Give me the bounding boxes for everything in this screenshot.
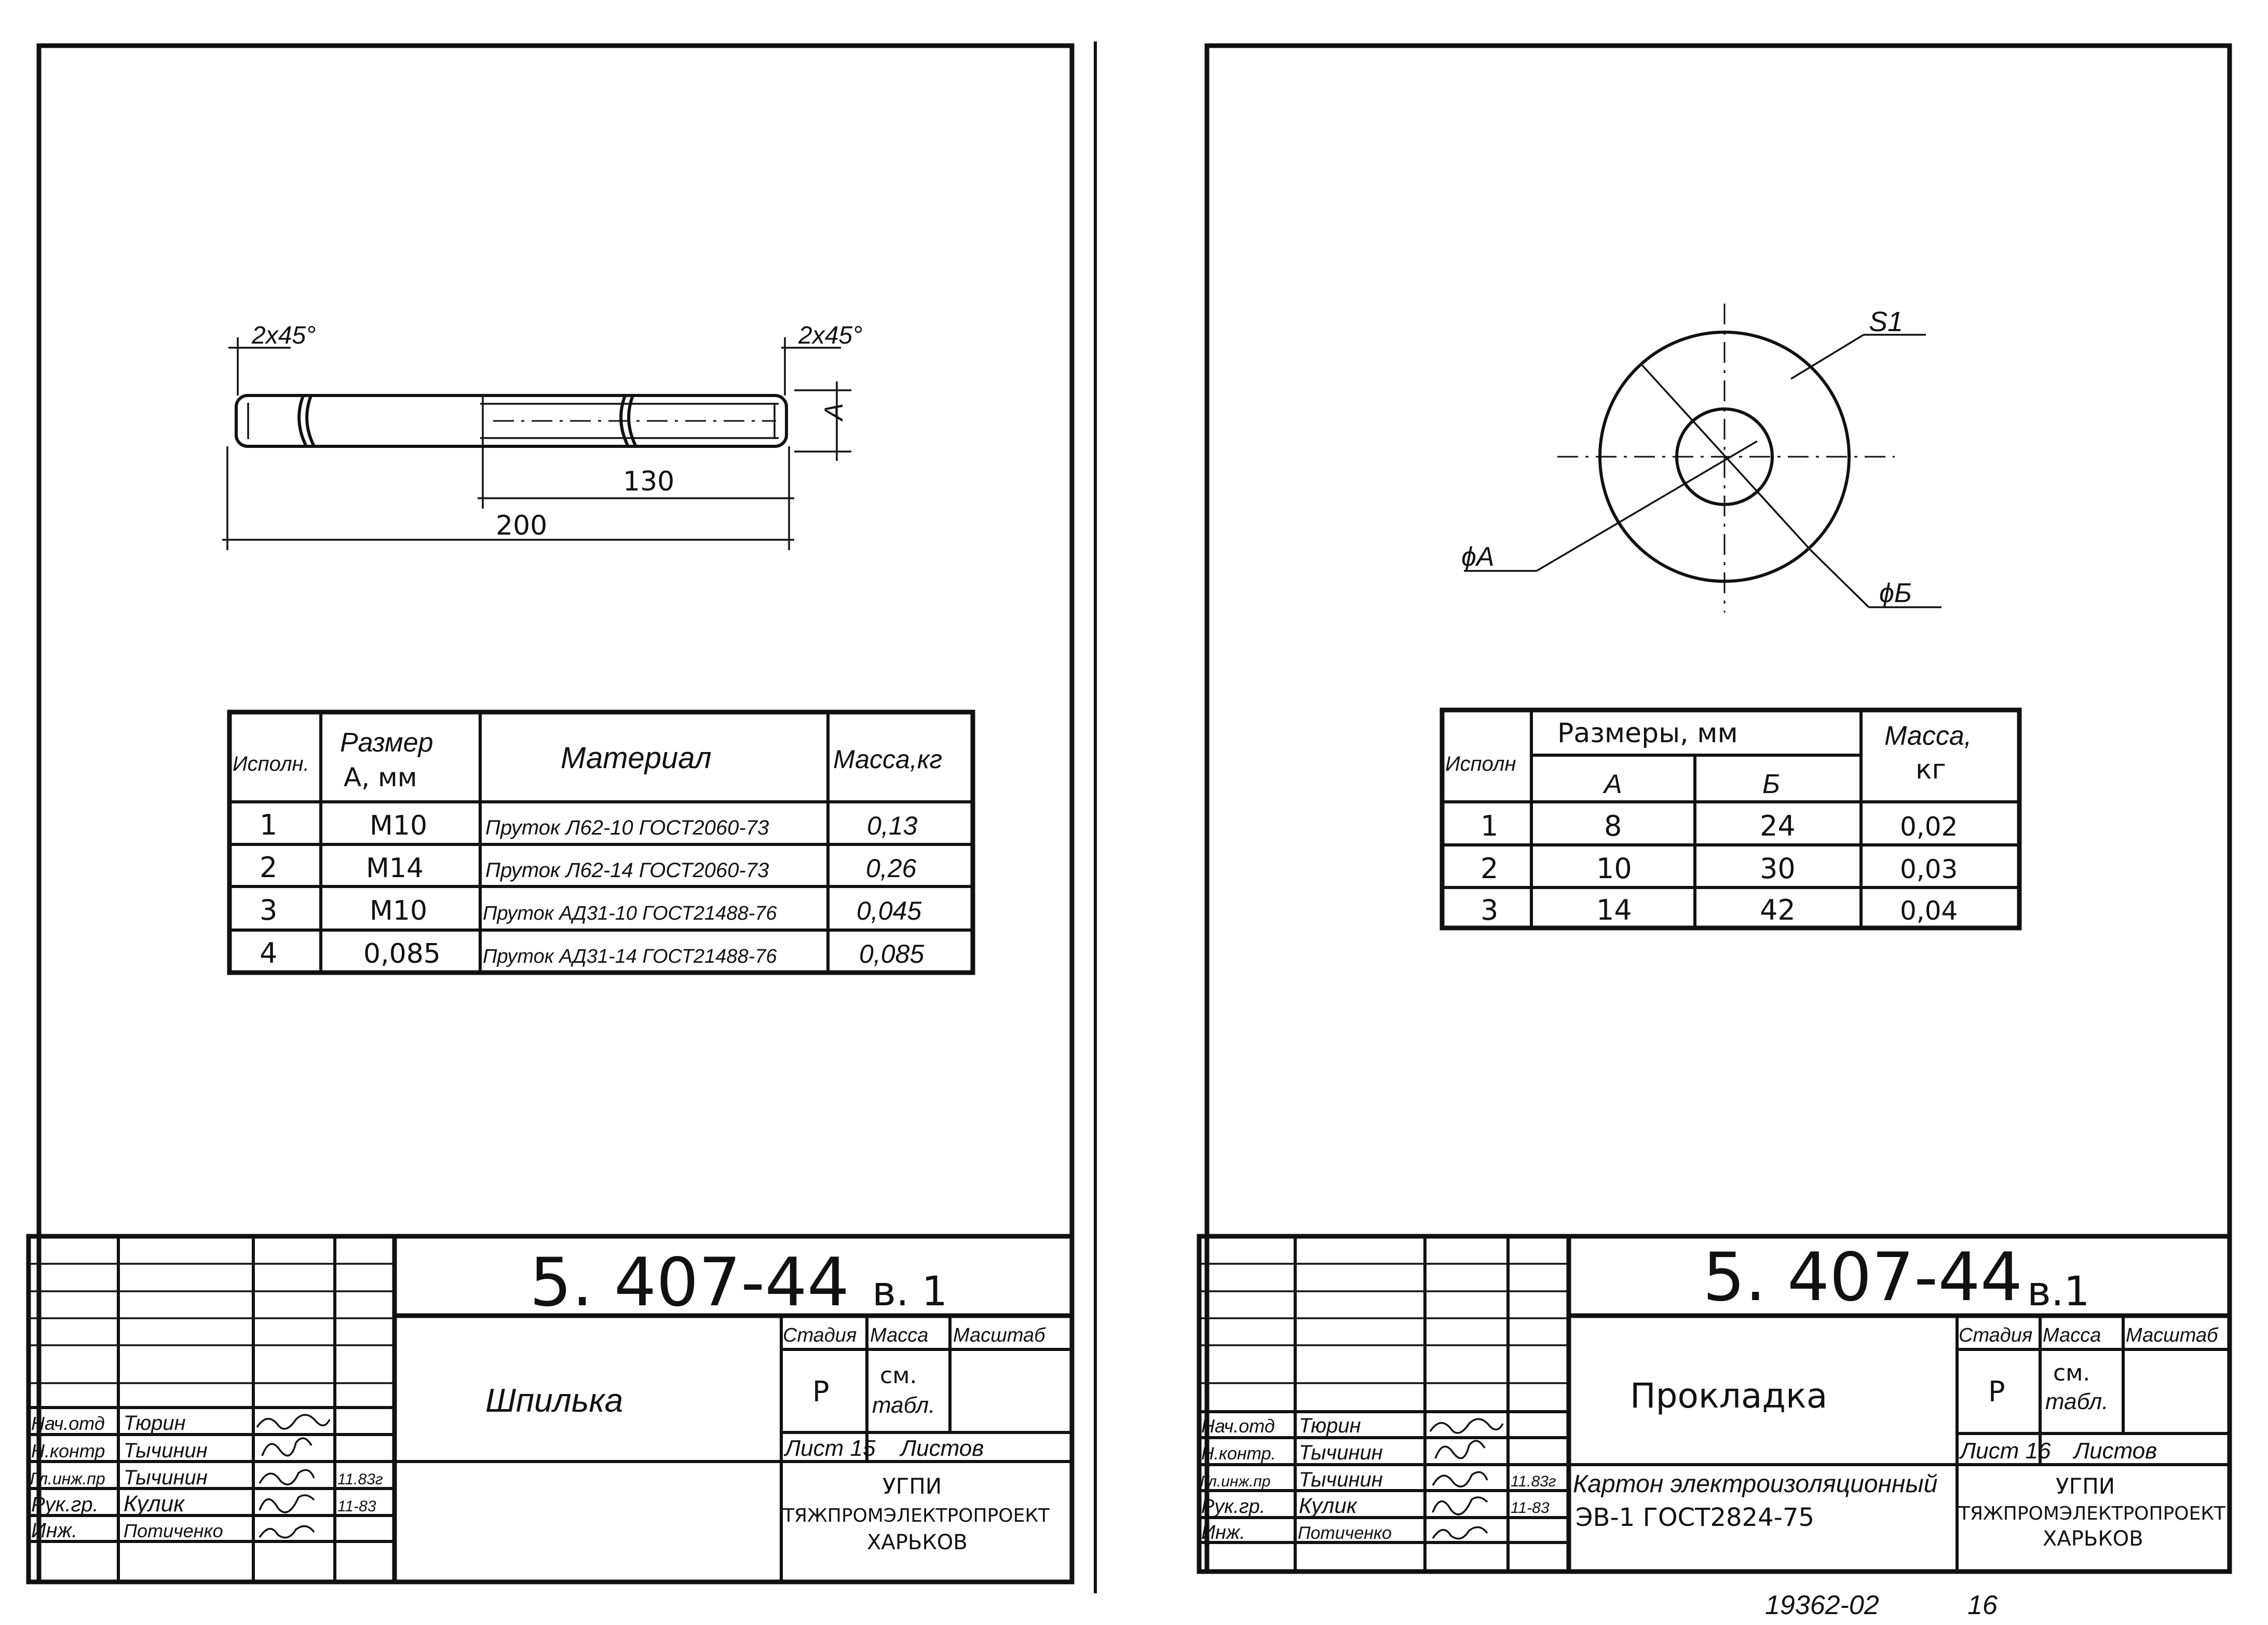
footer-code: 19362-02 [1765,1590,1879,1620]
row4-mass: 0,085 [859,939,925,968]
row3-exec: 3 [260,894,278,926]
thread-length-label: 130 [623,466,675,497]
row2-exec: 2 [1481,852,1499,885]
header-exec: Исполн. [233,753,309,775]
role-3: Гл.инж.пр [1200,1473,1271,1490]
doc-number: 5. 407-44 [1703,1239,2023,1316]
row4-material: Пруток АД31-14 ГОСТ21488-76 [483,946,777,967]
date-3: 11.83г [337,1471,383,1488]
row1-size: М10 [370,810,428,841]
name-5: Потиченко [124,1520,223,1541]
role-1: Нач.отд [31,1413,105,1434]
row2-a: 10 [1596,852,1632,885]
scale-label: Масштаб [953,1324,1045,1346]
row3-b: 42 [1760,894,1796,926]
mass-value-2: табл. [2045,1389,2109,1414]
stage-value: Р [1988,1375,2005,1408]
right-title-block [1199,1236,2230,1572]
material-line-1: Картон электроизоляционный [1573,1470,1938,1498]
right-sheet [1199,46,2230,1620]
scale-label: Масштаб [2126,1324,2218,1346]
thickness-label: S1 [1869,306,1904,337]
name-3: Тычинин [1299,1468,1383,1491]
name-4: Кулик [124,1491,185,1517]
diameter-label: A [819,403,848,420]
name-5: Потиченко [1298,1523,1392,1543]
footer-page: 16 [1967,1590,1998,1620]
row2-size: М14 [366,853,424,884]
row1-material: Пруток Л62-10 ГОСТ2060-73 [485,816,769,839]
name-3: Тычинин [124,1466,208,1489]
mass-label: Масса [2043,1324,2101,1346]
date-4: 11-83 [1511,1499,1550,1517]
doc-issue: в. 1 [872,1268,948,1315]
name-2: Тычинин [124,1439,208,1462]
header-size-unit: А, мм [344,762,417,793]
role-2: Н.контр. [1201,1444,1276,1464]
row3-mass: 0,045 [857,896,922,925]
role-5: Инж. [31,1519,78,1542]
sheet-label: Лист 15 [785,1436,876,1461]
total-length-label: 200 [496,510,548,541]
row1-mass: 0,13 [867,811,918,840]
row3-material: Пруток АД31-10 ГОСТ21488-76 [483,903,777,924]
outer-diameter-label: ϕБ [1879,578,1912,608]
name-1: Тюрин [1299,1414,1361,1437]
role-3: Гл.инж.пр [30,1469,105,1488]
gasket-table [1442,710,2019,928]
role-4: Рук.гр. [1201,1496,1266,1518]
header-sizes: Размеры, мм [1557,718,1738,749]
chamfer-left-label: 2x45° [252,322,316,349]
org-line-1: УГПИ [882,1473,942,1499]
role-2: Н.контр [31,1440,105,1462]
header-size: Размер [340,728,433,758]
chamfer-right-label: 2x45° [798,322,863,349]
name-4: Кулик [1299,1493,1357,1518]
row4-exec: 4 [260,937,278,969]
left-title-block [29,1236,1072,1582]
part-name: Прокладка [1630,1376,1828,1416]
sheets-label: Листов [901,1436,984,1461]
org-line-3: ХАРЬКОВ [867,1531,968,1554]
header-b: Б [1762,769,1780,799]
stud-drawing [222,322,862,550]
role-1: Нач.отд [1201,1415,1275,1437]
row2-b: 30 [1760,852,1796,885]
gasket-drawing [1461,304,1941,612]
row1-mass: 0,02 [1900,812,1958,842]
row2-mass: 0,03 [1900,854,1958,884]
row3-exec: 3 [1481,894,1499,926]
role-4: Рук.гр. [31,1493,99,1516]
doc-issue: в.1 [2027,1268,2090,1315]
left-sheet [29,46,1072,1582]
sheets-label: Листов [2074,1438,2157,1464]
date-3: 11.83г [1511,1473,1556,1490]
row2-mass: 0,26 [866,854,917,883]
row1-b: 24 [1760,810,1796,842]
stage-label: Стадия [1959,1324,2033,1346]
name-2: Тычинин [1299,1441,1383,1464]
header-mass-2: кг [1916,754,1946,785]
row2-exec: 2 [260,851,278,884]
row1-a: 8 [1604,810,1622,842]
mass-value-1: см. [880,1362,917,1389]
org-line-2: ТЯЖПРОМЭЛЕКТРОПРОЕКТ [1959,1503,2225,1524]
header-mass-1: Масса, [1884,721,1972,751]
header-a: А [1604,769,1622,799]
org-line-3: ХАРЬКОВ [2043,1527,2143,1551]
row4-size: 0,085 [363,938,441,969]
row3-a: 14 [1596,894,1632,926]
stage-value: Р [812,1375,830,1408]
sheet-label: Лист 16 [1960,1438,2051,1464]
org-line-2: ТЯЖПРОМЭЛЕКТРОПРОЕКТ [783,1505,1050,1526]
mass-value-1: см. [2053,1360,2090,1386]
name-1: Тюрин [124,1412,186,1435]
inner-diameter-label: ϕА [1461,542,1495,572]
header-exec: Исполн [1445,753,1516,775]
row1-exec: 1 [1481,810,1499,842]
mass-label: Масса [870,1324,929,1346]
date-4: 11-83 [337,1498,376,1515]
row2-material: Пруток Л62-14 ГОСТ2060-73 [485,859,769,882]
row3-size: М10 [370,895,428,926]
header-material: Материал [561,741,712,775]
stage-label: Стадия [783,1324,857,1346]
header-mass: Масса,кг [833,745,942,774]
row3-mass: 0,04 [1900,896,1958,926]
part-name: Шпилька [485,1382,623,1419]
doc-number: 5. 407-44 [529,1244,850,1321]
org-line-1: УГПИ [2056,1473,2115,1499]
role-5: Инж. [1201,1522,1245,1544]
mass-value-2: табл. [872,1392,935,1418]
stud-table [229,712,973,973]
material-line-2: ЭВ-1 ГОСТ2824-75 [1576,1503,1815,1532]
row1-exec: 1 [260,809,278,841]
